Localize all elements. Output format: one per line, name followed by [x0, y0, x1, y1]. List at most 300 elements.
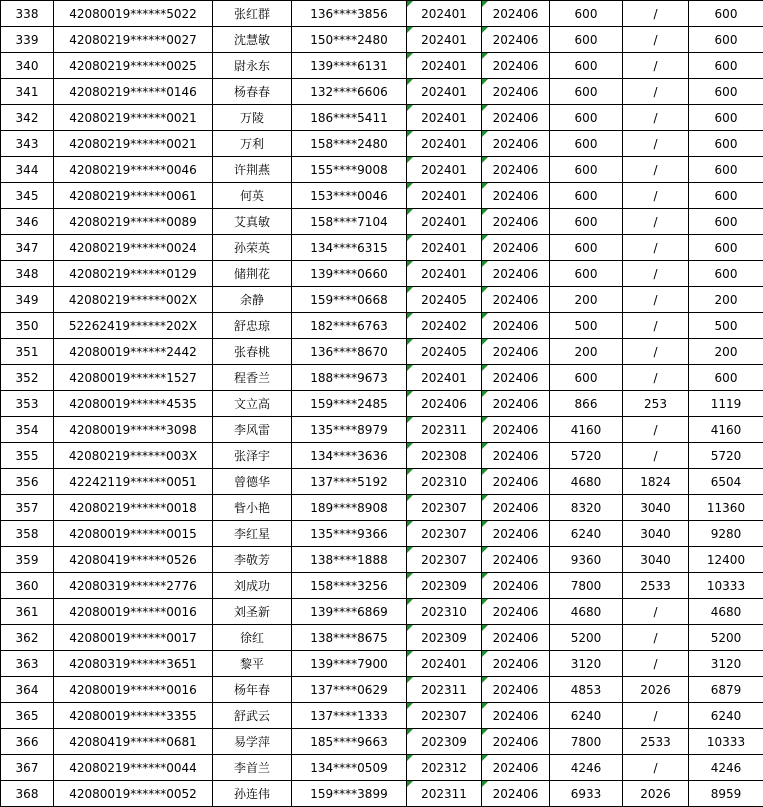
cell-phone: 137****1333 [292, 703, 407, 729]
cell-phone: 153****0046 [292, 183, 407, 209]
cell-extra-amount: 2026 [623, 677, 689, 703]
cell-name: 眥小艳 [213, 495, 292, 521]
cell-name: 尉永东 [213, 53, 292, 79]
cell-row-number: 347 [1, 235, 54, 261]
cell-total-amount: 600 [689, 365, 763, 391]
cell-start-month: 202311 [407, 781, 482, 807]
cell-phone: 132****6606 [292, 79, 407, 105]
table-row [1, 365, 763, 391]
cell-end-month: 202406 [482, 391, 550, 417]
cell-phone: 138****1888 [292, 547, 407, 573]
cell-id-number: 42080019******5022 [54, 1, 213, 27]
cell-name: 张红群 [213, 1, 292, 27]
cell-phone: 186****5411 [292, 105, 407, 131]
cell-extra-amount: / [623, 443, 689, 469]
cell-name: 刘成功 [213, 573, 292, 599]
cell-total-amount: 600 [689, 105, 763, 131]
cell-start-month: 202405 [407, 287, 482, 313]
cell-id-number: 42080219******0027 [54, 27, 213, 53]
cell-id-number: 42080219******0146 [54, 79, 213, 105]
cell-id-number: 42080219******0046 [54, 157, 213, 183]
cell-row-number: 341 [1, 79, 54, 105]
cell-phone: 135****9366 [292, 521, 407, 547]
cell-phone: 188****9673 [292, 365, 407, 391]
cell-start-month: 202401 [407, 209, 482, 235]
table-row [1, 755, 763, 781]
cell-extra-amount: 2533 [623, 729, 689, 755]
cell-phone: 185****9663 [292, 729, 407, 755]
cell-end-month: 202406 [482, 339, 550, 365]
cell-extra-amount: 3040 [623, 547, 689, 573]
cell-row-number: 365 [1, 703, 54, 729]
cell-start-month: 202312 [407, 755, 482, 781]
cell-amount: 600 [550, 1, 623, 27]
cell-amount: 7800 [550, 573, 623, 599]
cell-phone: 158****3256 [292, 573, 407, 599]
cell-extra-amount: / [623, 235, 689, 261]
cell-start-month: 202401 [407, 79, 482, 105]
cell-total-amount: 4160 [689, 417, 763, 443]
cell-extra-amount: / [623, 53, 689, 79]
cell-start-month: 202311 [407, 677, 482, 703]
cell-extra-amount: / [623, 365, 689, 391]
cell-start-month: 202307 [407, 521, 482, 547]
table-row [1, 495, 763, 521]
cell-name: 储荆花 [213, 261, 292, 287]
cell-start-month: 202405 [407, 339, 482, 365]
cell-end-month: 202406 [482, 365, 550, 391]
cell-start-month: 202402 [407, 313, 482, 339]
cell-start-month: 202401 [407, 1, 482, 27]
cell-phone: 134****3636 [292, 443, 407, 469]
cell-extra-amount: 1824 [623, 469, 689, 495]
cell-id-number: 42080019******0052 [54, 781, 213, 807]
cell-end-month: 202406 [482, 625, 550, 651]
cell-amount: 3120 [550, 651, 623, 677]
cell-end-month: 202406 [482, 599, 550, 625]
cell-row-number: 359 [1, 547, 54, 573]
cell-name: 文立高 [213, 391, 292, 417]
cell-name: 李首兰 [213, 755, 292, 781]
cell-name: 沈慧敏 [213, 27, 292, 53]
cell-extra-amount: / [623, 79, 689, 105]
cell-end-month: 202406 [482, 573, 550, 599]
cell-amount: 4680 [550, 599, 623, 625]
table-row [1, 443, 763, 469]
cell-phone: 139****0660 [292, 261, 407, 287]
cell-phone: 137****0629 [292, 677, 407, 703]
cell-end-month: 202406 [482, 729, 550, 755]
cell-total-amount: 600 [689, 27, 763, 53]
cell-total-amount: 600 [689, 53, 763, 79]
cell-phone: 139****6869 [292, 599, 407, 625]
cell-amount: 600 [550, 105, 623, 131]
cell-phone: 159****0668 [292, 287, 407, 313]
cell-end-month: 202406 [482, 677, 550, 703]
cell-row-number: 346 [1, 209, 54, 235]
cell-end-month: 202406 [482, 703, 550, 729]
cell-phone: 182****6763 [292, 313, 407, 339]
cell-end-month: 202406 [482, 755, 550, 781]
cell-extra-amount: / [623, 755, 689, 781]
cell-amount: 5720 [550, 443, 623, 469]
cell-row-number: 355 [1, 443, 54, 469]
cell-amount: 7800 [550, 729, 623, 755]
cell-end-month: 202406 [482, 313, 550, 339]
cell-start-month: 202309 [407, 573, 482, 599]
cell-end-month: 202406 [482, 417, 550, 443]
cell-name: 刘圣新 [213, 599, 292, 625]
cell-amount: 600 [550, 183, 623, 209]
cell-amount: 500 [550, 313, 623, 339]
cell-id-number: 42080219******0044 [54, 755, 213, 781]
table-row [1, 521, 763, 547]
cell-extra-amount: / [623, 287, 689, 313]
cell-id-number: 42080019******0016 [54, 677, 213, 703]
cell-end-month: 202406 [482, 495, 550, 521]
cell-phone: 136****3856 [292, 1, 407, 27]
cell-extra-amount: / [623, 339, 689, 365]
cell-phone: 158****7104 [292, 209, 407, 235]
cell-total-amount: 5200 [689, 625, 763, 651]
cell-id-number: 42080019******0016 [54, 599, 213, 625]
cell-amount: 600 [550, 235, 623, 261]
cell-amount: 4246 [550, 755, 623, 781]
cell-end-month: 202406 [482, 287, 550, 313]
cell-extra-amount: / [623, 703, 689, 729]
cell-end-month: 202406 [482, 183, 550, 209]
cell-row-number: 348 [1, 261, 54, 287]
cell-id-number: 42080019******3355 [54, 703, 213, 729]
table-row [1, 209, 763, 235]
cell-extra-amount: / [623, 27, 689, 53]
cell-start-month: 202401 [407, 235, 482, 261]
cell-phone: 158****2480 [292, 131, 407, 157]
cell-name: 曾德华 [213, 469, 292, 495]
cell-id-number: 42080019******0015 [54, 521, 213, 547]
cell-start-month: 202310 [407, 469, 482, 495]
cell-name: 孙连伟 [213, 781, 292, 807]
cell-total-amount: 600 [689, 131, 763, 157]
cell-name: 黎平 [213, 651, 292, 677]
cell-name: 孙荣英 [213, 235, 292, 261]
cell-extra-amount: / [623, 261, 689, 287]
cell-row-number: 354 [1, 417, 54, 443]
cell-phone: 135****8979 [292, 417, 407, 443]
cell-start-month: 202310 [407, 599, 482, 625]
cell-row-number: 353 [1, 391, 54, 417]
cell-row-number: 344 [1, 157, 54, 183]
table-row [1, 79, 763, 105]
cell-row-number: 342 [1, 105, 54, 131]
cell-total-amount: 600 [689, 79, 763, 105]
cell-phone: 138****8675 [292, 625, 407, 651]
cell-id-number: 42080219******0021 [54, 105, 213, 131]
cell-extra-amount: / [623, 313, 689, 339]
cell-phone: 159****2485 [292, 391, 407, 417]
cell-total-amount: 6240 [689, 703, 763, 729]
cell-row-number: 345 [1, 183, 54, 209]
cell-start-month: 202401 [407, 105, 482, 131]
cell-start-month: 202401 [407, 651, 482, 677]
table-row [1, 573, 763, 599]
cell-extra-amount: / [623, 625, 689, 651]
cell-end-month: 202406 [482, 27, 550, 53]
table-row [1, 651, 763, 677]
table-row [1, 677, 763, 703]
cell-start-month: 202307 [407, 703, 482, 729]
table-body [1, 1, 763, 807]
cell-name: 舒武云 [213, 703, 292, 729]
cell-total-amount: 500 [689, 313, 763, 339]
cell-end-month: 202406 [482, 781, 550, 807]
cell-name: 张泽宇 [213, 443, 292, 469]
table-row [1, 261, 763, 287]
cell-total-amount: 5720 [689, 443, 763, 469]
table-row [1, 339, 763, 365]
cell-total-amount: 9280 [689, 521, 763, 547]
table-row [1, 703, 763, 729]
cell-amount: 6240 [550, 521, 623, 547]
table-row [1, 53, 763, 79]
cell-end-month: 202406 [482, 131, 550, 157]
cell-extra-amount: 3040 [623, 521, 689, 547]
cell-total-amount: 600 [689, 235, 763, 261]
cell-extra-amount: 3040 [623, 495, 689, 521]
cell-name: 万陵 [213, 105, 292, 131]
cell-start-month: 202309 [407, 729, 482, 755]
table-row [1, 391, 763, 417]
table-row [1, 183, 763, 209]
cell-total-amount: 4680 [689, 599, 763, 625]
cell-extra-amount: / [623, 183, 689, 209]
cell-id-number: 52262419******202X [54, 313, 213, 339]
cell-id-number: 42080219******0025 [54, 53, 213, 79]
table-row [1, 625, 763, 651]
table-row [1, 469, 763, 495]
cell-amount: 600 [550, 261, 623, 287]
cell-extra-amount: 253 [623, 391, 689, 417]
cell-end-month: 202406 [482, 105, 550, 131]
cell-amount: 600 [550, 157, 623, 183]
cell-total-amount: 4246 [689, 755, 763, 781]
table-row [1, 781, 763, 807]
cell-id-number: 42080319******2776 [54, 573, 213, 599]
cell-id-number: 42080219******0089 [54, 209, 213, 235]
cell-phone: 134****0509 [292, 755, 407, 781]
cell-name: 许荆燕 [213, 157, 292, 183]
cell-name: 李敬芳 [213, 547, 292, 573]
table-row [1, 105, 763, 131]
cell-start-month: 202406 [407, 391, 482, 417]
table-row [1, 729, 763, 755]
cell-end-month: 202406 [482, 521, 550, 547]
cell-extra-amount: / [623, 651, 689, 677]
cell-amount: 600 [550, 131, 623, 157]
cell-total-amount: 10333 [689, 729, 763, 755]
cell-phone: 139****6131 [292, 53, 407, 79]
cell-end-month: 202406 [482, 547, 550, 573]
cell-phone: 155****9008 [292, 157, 407, 183]
cell-start-month: 202307 [407, 547, 482, 573]
table-row [1, 131, 763, 157]
cell-id-number: 42080219******003X [54, 443, 213, 469]
cell-name: 何英 [213, 183, 292, 209]
cell-amount: 9360 [550, 547, 623, 573]
cell-phone: 134****6315 [292, 235, 407, 261]
cell-amount: 600 [550, 27, 623, 53]
cell-end-month: 202406 [482, 651, 550, 677]
cell-row-number: 338 [1, 1, 54, 27]
cell-row-number: 368 [1, 781, 54, 807]
cell-total-amount: 600 [689, 261, 763, 287]
cell-row-number: 360 [1, 573, 54, 599]
cell-id-number: 42080219******0061 [54, 183, 213, 209]
cell-id-number: 42080419******0526 [54, 547, 213, 573]
cell-row-number: 366 [1, 729, 54, 755]
cell-name: 余静 [213, 287, 292, 313]
cell-row-number: 340 [1, 53, 54, 79]
cell-extra-amount: / [623, 157, 689, 183]
cell-amount: 600 [550, 79, 623, 105]
cell-phone: 159****3899 [292, 781, 407, 807]
table-row [1, 1, 763, 27]
cell-end-month: 202406 [482, 235, 550, 261]
cell-row-number: 343 [1, 131, 54, 157]
cell-amount: 4680 [550, 469, 623, 495]
cell-id-number: 42080019******0017 [54, 625, 213, 651]
cell-start-month: 202309 [407, 625, 482, 651]
cell-total-amount: 600 [689, 157, 763, 183]
cell-id-number: 42080319******3651 [54, 651, 213, 677]
cell-row-number: 362 [1, 625, 54, 651]
cell-total-amount: 11360 [689, 495, 763, 521]
cell-name: 李红星 [213, 521, 292, 547]
cell-phone: 139****7900 [292, 651, 407, 677]
cell-name: 舒忠琼 [213, 313, 292, 339]
cell-start-month: 202308 [407, 443, 482, 469]
cell-start-month: 202401 [407, 157, 482, 183]
cell-total-amount: 200 [689, 287, 763, 313]
cell-total-amount: 12400 [689, 547, 763, 573]
cell-extra-amount: 2026 [623, 781, 689, 807]
cell-id-number: 42080219******0024 [54, 235, 213, 261]
cell-id-number: 42080019******2442 [54, 339, 213, 365]
cell-row-number: 356 [1, 469, 54, 495]
cell-extra-amount: / [623, 599, 689, 625]
cell-extra-amount: / [623, 209, 689, 235]
cell-name: 徐红 [213, 625, 292, 651]
cell-name: 张春桃 [213, 339, 292, 365]
cell-name: 易学萍 [213, 729, 292, 755]
cell-end-month: 202406 [482, 261, 550, 287]
cell-total-amount: 200 [689, 339, 763, 365]
cell-total-amount: 600 [689, 209, 763, 235]
table-row [1, 235, 763, 261]
cell-name: 万利 [213, 131, 292, 157]
cell-phone: 189****8908 [292, 495, 407, 521]
cell-start-month: 202307 [407, 495, 482, 521]
cell-row-number: 363 [1, 651, 54, 677]
cell-total-amount: 1119 [689, 391, 763, 417]
cell-total-amount: 6504 [689, 469, 763, 495]
cell-row-number: 357 [1, 495, 54, 521]
table-row [1, 547, 763, 573]
cell-phone: 136****8670 [292, 339, 407, 365]
cell-start-month: 202401 [407, 53, 482, 79]
cell-row-number: 358 [1, 521, 54, 547]
cell-id-number: 42080419******0681 [54, 729, 213, 755]
cell-row-number: 339 [1, 27, 54, 53]
cell-id-number: 42242119******0051 [54, 469, 213, 495]
cell-amount: 600 [550, 53, 623, 79]
cell-id-number: 42080219******002X [54, 287, 213, 313]
cell-row-number: 361 [1, 599, 54, 625]
cell-extra-amount: / [623, 105, 689, 131]
cell-name: 杨年春 [213, 677, 292, 703]
cell-amount: 4160 [550, 417, 623, 443]
cell-amount: 6933 [550, 781, 623, 807]
cell-name: 程香兰 [213, 365, 292, 391]
cell-amount: 600 [550, 209, 623, 235]
cell-id-number: 42080019******4535 [54, 391, 213, 417]
cell-start-month: 202401 [407, 365, 482, 391]
cell-start-month: 202401 [407, 183, 482, 209]
cell-id-number: 42080019******3098 [54, 417, 213, 443]
table-row [1, 157, 763, 183]
cell-amount: 200 [550, 339, 623, 365]
cell-amount: 600 [550, 365, 623, 391]
cell-row-number: 351 [1, 339, 54, 365]
cell-row-number: 349 [1, 287, 54, 313]
cell-start-month: 202401 [407, 131, 482, 157]
cell-end-month: 202406 [482, 443, 550, 469]
cell-total-amount: 6879 [689, 677, 763, 703]
cell-total-amount: 3120 [689, 651, 763, 677]
cell-total-amount: 600 [689, 183, 763, 209]
cell-row-number: 367 [1, 755, 54, 781]
cell-amount: 6240 [550, 703, 623, 729]
cell-id-number: 42080019******1527 [54, 365, 213, 391]
cell-end-month: 202406 [482, 209, 550, 235]
cell-total-amount: 8959 [689, 781, 763, 807]
cell-end-month: 202406 [482, 53, 550, 79]
cell-extra-amount: 2533 [623, 573, 689, 599]
cell-total-amount: 600 [689, 1, 763, 27]
cell-end-month: 202406 [482, 157, 550, 183]
table-row [1, 599, 763, 625]
cell-name: 艾真敏 [213, 209, 292, 235]
cell-id-number: 42080219******0021 [54, 131, 213, 157]
cell-id-number: 42080219******0018 [54, 495, 213, 521]
cell-start-month: 202311 [407, 417, 482, 443]
cell-amount: 4853 [550, 677, 623, 703]
cell-phone: 150****2480 [292, 27, 407, 53]
table-row [1, 417, 763, 443]
cell-id-number: 42080219******0129 [54, 261, 213, 287]
cell-name: 李风雷 [213, 417, 292, 443]
cell-amount: 866 [550, 391, 623, 417]
cell-row-number: 364 [1, 677, 54, 703]
cell-phone: 137****5192 [292, 469, 407, 495]
cell-end-month: 202406 [482, 1, 550, 27]
cell-extra-amount: / [623, 1, 689, 27]
table-row [1, 287, 763, 313]
cell-start-month: 202401 [407, 27, 482, 53]
cell-total-amount: 10333 [689, 573, 763, 599]
cell-row-number: 352 [1, 365, 54, 391]
cell-end-month: 202406 [482, 79, 550, 105]
